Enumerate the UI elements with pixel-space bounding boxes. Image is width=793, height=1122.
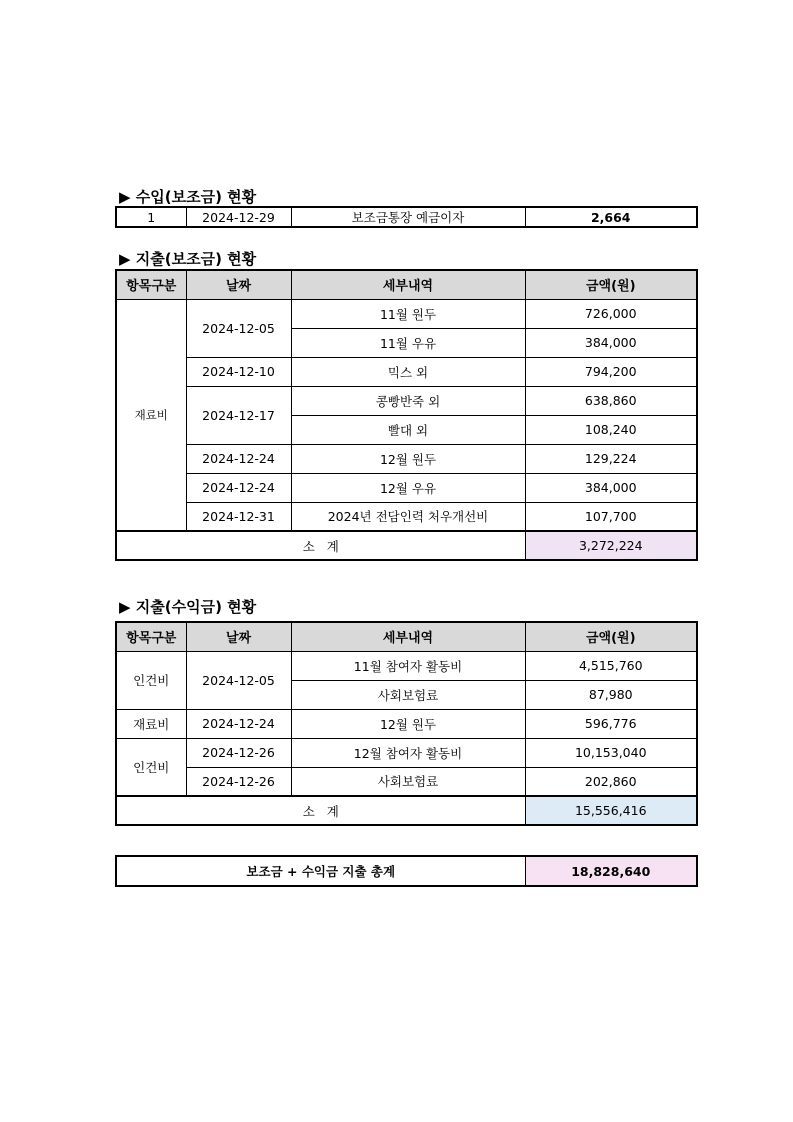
col-header-date: 날짜 xyxy=(186,622,291,651)
grand-total-row xyxy=(116,856,697,886)
income-desc: 보조금통장 예금이자 xyxy=(291,207,525,227)
amount-cell: 4,515,760 xyxy=(525,651,697,680)
table-row xyxy=(116,738,697,767)
category-cell: 인건비 xyxy=(116,738,186,796)
col-header-date: 날짜 xyxy=(186,270,291,299)
amount-cell: 384,000 xyxy=(525,473,697,502)
subtotal-amount: 15,556,416 xyxy=(525,796,697,825)
amount-cell: 129,224 xyxy=(525,444,697,473)
date-cell: 2024-12-26 xyxy=(186,767,291,796)
grand-total-amount: 18,828,640 xyxy=(525,856,697,886)
grand-total-table xyxy=(115,855,698,887)
amount-cell: 87,980 xyxy=(525,680,697,709)
table-row xyxy=(116,502,697,531)
income-no: 1 xyxy=(116,207,186,227)
expense-income-heading: ▶ 지출(수익금) 현황 xyxy=(119,598,257,616)
date-cell: 2024-12-24 xyxy=(186,709,291,738)
amount-cell: 10,153,040 xyxy=(525,738,697,767)
income-heading: ▶ 수입(보조금) 현황 xyxy=(119,188,257,206)
desc-cell: 12월 원두 xyxy=(291,444,525,473)
date-cell: 2024-12-26 xyxy=(186,738,291,767)
income-date: 2024-12-29 xyxy=(186,207,291,227)
amount-cell: 202,860 xyxy=(525,767,697,796)
date-cell: 2024-12-10 xyxy=(186,357,291,386)
desc-cell: 사회보험료 xyxy=(291,767,525,796)
subtotal-amount: 3,272,224 xyxy=(525,531,697,560)
amount-cell: 794,200 xyxy=(525,357,697,386)
income-amount: 2,664 xyxy=(525,207,697,227)
desc-cell: 사회보험료 xyxy=(291,680,525,709)
col-header-amount: 금액(원) xyxy=(525,622,697,651)
col-header-category: 항목구분 xyxy=(116,270,186,299)
amount-cell: 638,860 xyxy=(525,386,697,415)
category-cell: 재료비 xyxy=(116,299,186,531)
table-row xyxy=(116,709,697,738)
col-header-amount: 금액(원) xyxy=(525,270,697,299)
col-header-category: 항목구분 xyxy=(116,622,186,651)
income-table xyxy=(115,206,698,228)
table-header-row xyxy=(116,270,697,299)
desc-cell: 콩빵반죽 외 xyxy=(291,386,525,415)
desc-cell: 빨대 외 xyxy=(291,415,525,444)
table-row xyxy=(116,444,697,473)
desc-cell: 12월 우유 xyxy=(291,473,525,502)
table-row xyxy=(116,651,697,680)
table-row xyxy=(116,357,697,386)
date-cell: 2024-12-24 xyxy=(186,444,291,473)
subtotal-row xyxy=(116,531,697,560)
subtotal-row xyxy=(116,796,697,825)
desc-cell: 12월 참여자 활동비 xyxy=(291,738,525,767)
date-cell: 2024-12-24 xyxy=(186,473,291,502)
desc-cell: 믹스 외 xyxy=(291,357,525,386)
amount-cell: 384,000 xyxy=(525,328,697,357)
table-row xyxy=(116,767,697,796)
table-header-row xyxy=(116,622,697,651)
desc-cell: 11월 참여자 활동비 xyxy=(291,651,525,680)
expense-subsidy-heading: ▶ 지출(보조금) 현황 xyxy=(119,250,257,268)
date-cell: 2024-12-31 xyxy=(186,502,291,531)
desc-cell: 11월 원두 xyxy=(291,299,525,328)
table-row xyxy=(116,207,697,227)
category-cell: 재료비 xyxy=(116,709,186,738)
desc-cell: 12월 원두 xyxy=(291,709,525,738)
col-header-desc: 세부내역 xyxy=(291,270,525,299)
table-row xyxy=(116,299,697,328)
amount-cell: 107,700 xyxy=(525,502,697,531)
date-cell: 2024-12-05 xyxy=(186,299,291,357)
subtotal-label: 소 계 xyxy=(116,796,525,825)
date-cell: 2024-12-05 xyxy=(186,651,291,709)
desc-cell: 11월 우유 xyxy=(291,328,525,357)
table-row xyxy=(116,473,697,502)
category-cell: 인건비 xyxy=(116,651,186,709)
grand-total-label: 보조금 + 수익금 지출 총계 xyxy=(116,856,525,886)
amount-cell: 108,240 xyxy=(525,415,697,444)
col-header-desc: 세부내역 xyxy=(291,622,525,651)
amount-cell: 596,776 xyxy=(525,709,697,738)
desc-cell: 2024년 전담인력 처우개선비 xyxy=(291,502,525,531)
date-cell: 2024-12-17 xyxy=(186,386,291,444)
expense-income-table xyxy=(115,621,698,826)
subtotal-label: 소 계 xyxy=(116,531,525,560)
table-row xyxy=(116,386,697,415)
expense-subsidy-table xyxy=(115,269,698,561)
amount-cell: 726,000 xyxy=(525,299,697,328)
